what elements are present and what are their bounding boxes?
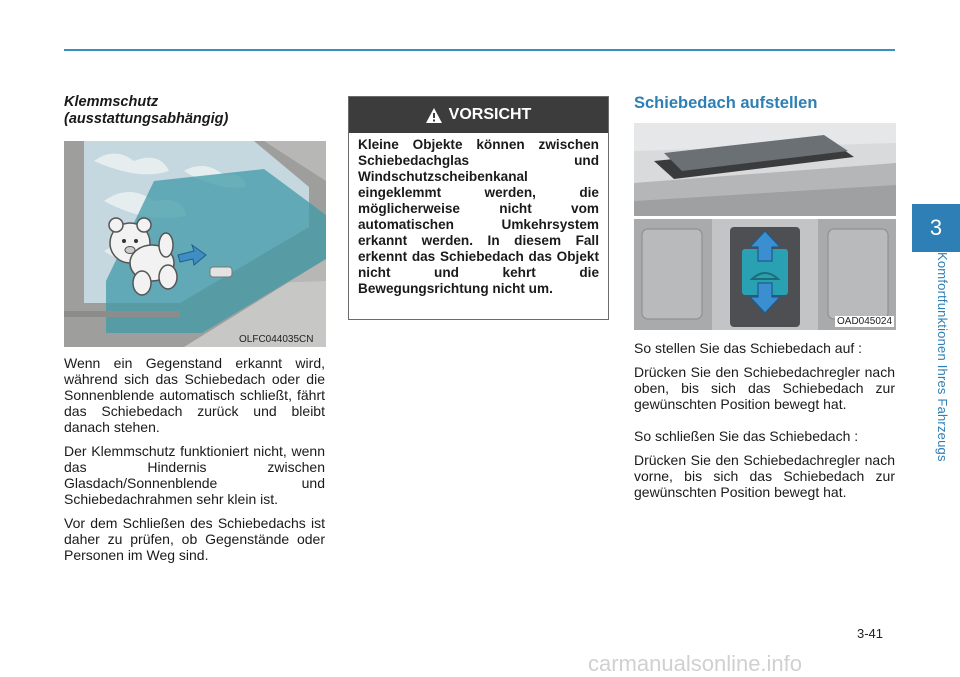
sunroof-tilt-illustration [634,123,896,330]
caution-header [349,97,608,133]
warning-triangle-icon [426,108,442,123]
watermark: carmanualsonline.info [588,651,803,676]
figure-code-1: OLFC044035CN [239,334,314,345]
figure-code-2: OAD045024 [837,316,893,327]
paragraph: Wenn ein Gegenstand erkannt wird, während sich das Schiebedach oder die Sonnenblende automatisch schließt, fährt das Schiebedach zurück und bleibt danach stehen. [64,355,325,435]
open-instructions: Drücken Sie den Schiebedachregler nach oben, bis sich das Schiebedach zur gewünschten Position bewegt hat. [634,364,895,412]
right-body [634,340,895,508]
heading-line-2: (ausstattungsabhängig) [64,111,229,127]
open-intro: So stellen Sie das Schiebedach auf : [634,340,863,356]
top-rule [64,49,895,51]
caution-box [348,96,609,320]
chapter-number: 3 [929,215,943,240]
chapter-title: Komfortfunktionen Ihres Fahrzeugs [935,252,950,462]
sunroof-pinch-illustration [64,141,326,347]
left-body [64,355,325,571]
caution-title: VORSICHT [448,106,532,123]
page-number: 3-41 [857,626,884,641]
paragraph: Der Klemmschutz funktioniert nicht, wenn das Hindernis zwischen Glasdach/Sonnenblende und Schiebedachrahmen sehr klein ist. [64,443,325,507]
close-instructions: Drücken Sie den Schiebedachregler nach vorne, bis sich das Schiebedach zur gewünschten Position bewegt hat. [634,452,895,500]
chapter-number-tab [912,204,960,252]
section-title-sunroof-tilt: Schiebedach aufstellen [634,94,818,112]
close-intro: So schließen Sie das Schiebedach : [634,428,859,444]
heading-line-1: Klemmschutz [64,94,159,110]
caution-text: Kleine Objekte können zwischen Schiebedachglas und Windschutzscheibenkanal eingeklemmt werden, die möglicherweise nicht vom automatischen Umkehrsystem erkannt werden. In diesem Fall erkennt das Schiebedach das Objekt nicht und kehrt die Bewegungsrichtung nicht um. [358,137,599,296]
section-heading-pinch-protection [64,94,324,128]
paragraph: Vor dem Schließen des Schiebedachs ist daher zu prüfen, ob Gegenstände oder Personen im Weg sind. [64,515,325,563]
